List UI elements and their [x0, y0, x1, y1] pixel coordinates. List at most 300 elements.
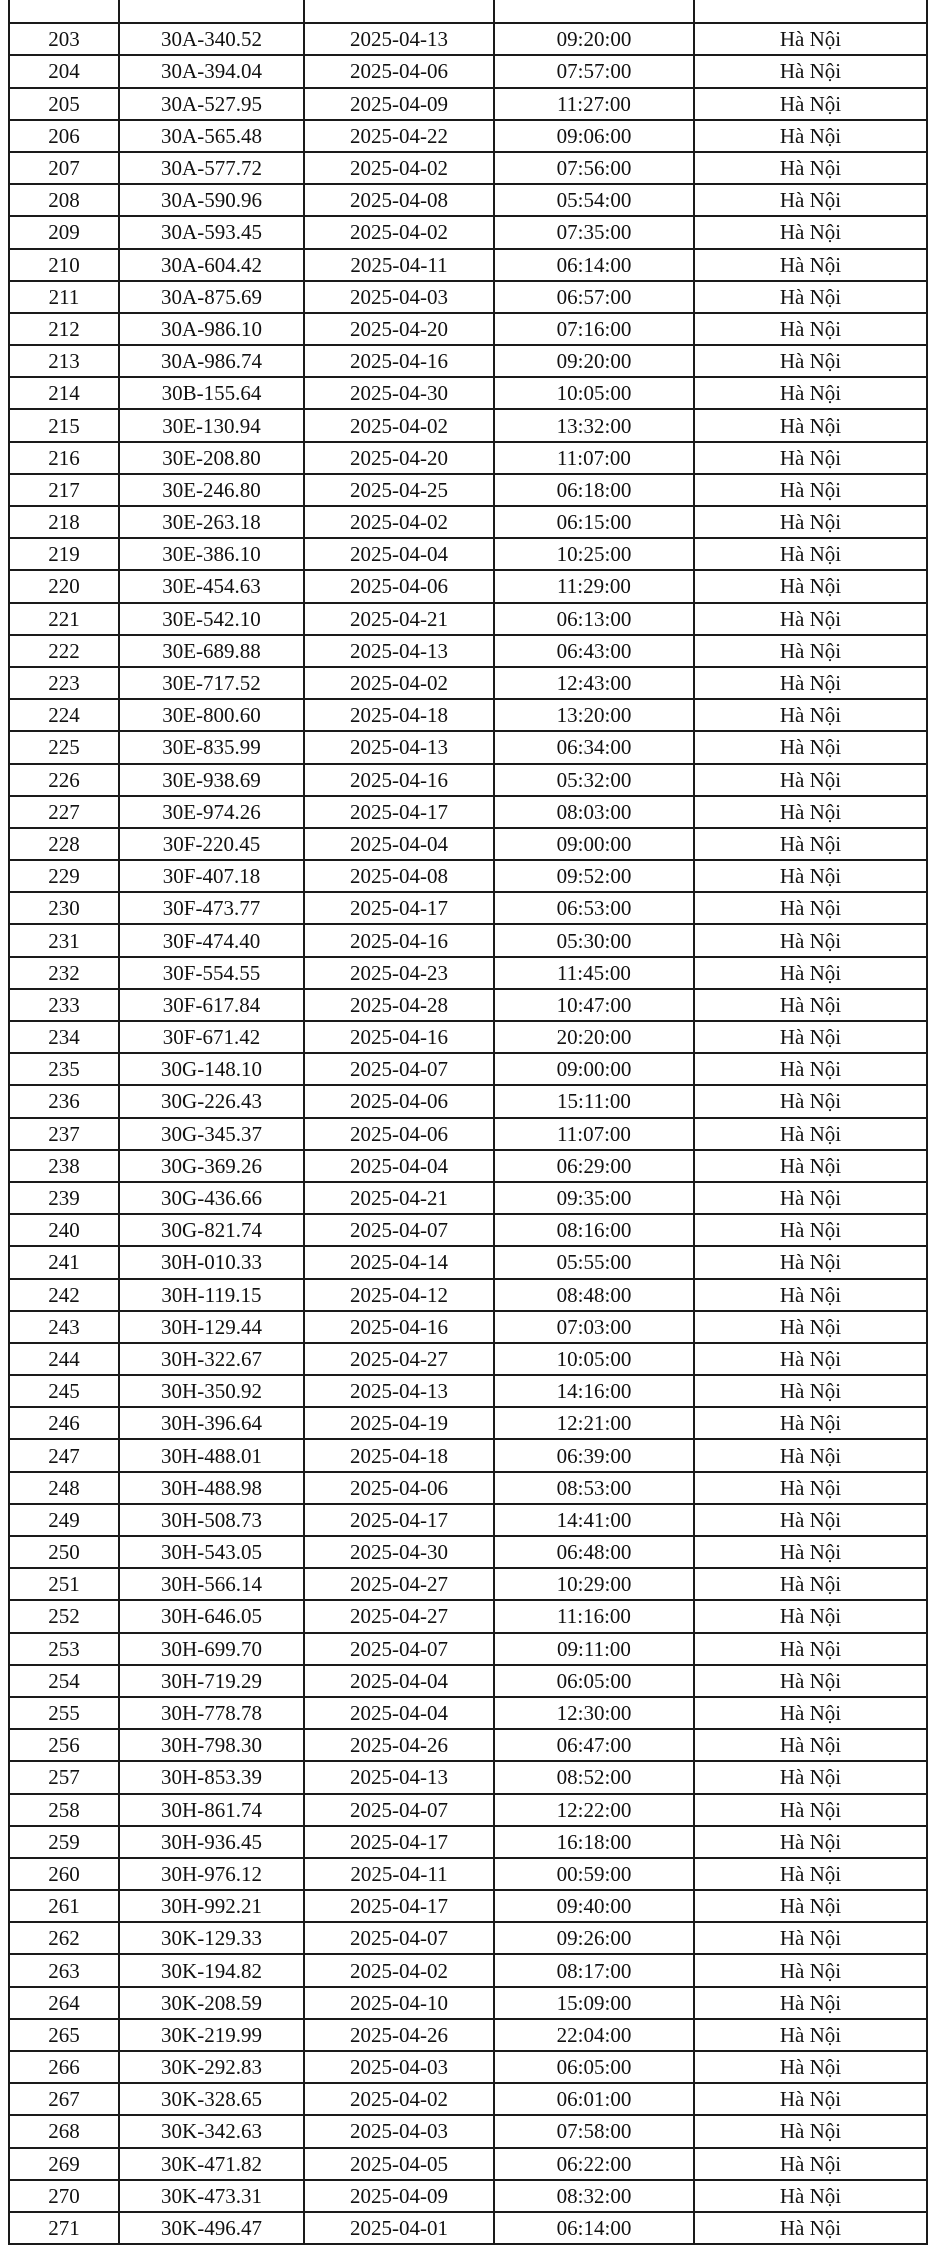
location-cell: Hà Nội — [694, 570, 927, 602]
location-cell: Hà Nội — [694, 860, 927, 892]
license-plate-cell: 30E-386.10 — [119, 538, 304, 570]
date-cell: 2025-04-03 — [304, 2051, 494, 2083]
time-cell: 06:05:00 — [494, 1665, 694, 1697]
license-plate-cell: 30A-604.42 — [119, 249, 304, 281]
row-number-cell: 221 — [9, 603, 119, 635]
date-cell: 2025-04-04 — [304, 538, 494, 570]
table-row — [9, 1085, 927, 1117]
date-cell: 2025-04-30 — [304, 377, 494, 409]
date-cell: 2025-04-10 — [304, 1987, 494, 2019]
date-cell: 2025-04-12 — [304, 1279, 494, 1311]
time-cell: 09:35:00 — [494, 1182, 694, 1214]
location-cell: Hà Nội — [694, 23, 927, 55]
date-cell: 2025-04-17 — [304, 1826, 494, 1858]
row-number-cell: 220 — [9, 570, 119, 602]
location-cell: Hà Nội — [694, 1407, 927, 1439]
table-row — [9, 1697, 927, 1729]
date-cell — [304, 0, 494, 23]
location-cell: Hà Nội — [694, 731, 927, 763]
time-cell: 06:48:00 — [494, 1536, 694, 1568]
date-cell: 2025-04-06 — [304, 55, 494, 87]
location-cell: Hà Nội — [694, 1633, 927, 1665]
license-plate-cell: 30H-861.74 — [119, 1794, 304, 1826]
row-number-cell: 229 — [9, 860, 119, 892]
location-cell: Hà Nội — [694, 538, 927, 570]
row-number-cell: 242 — [9, 1279, 119, 1311]
location-cell: Hà Nội — [694, 796, 927, 828]
date-cell: 2025-04-20 — [304, 313, 494, 345]
table-row — [9, 474, 927, 506]
table-row — [9, 1214, 927, 1246]
table-row — [9, 1858, 927, 1890]
license-plate-cell: 30H-396.64 — [119, 1407, 304, 1439]
row-number-cell: 267 — [9, 2083, 119, 2115]
time-cell: 09:20:00 — [494, 23, 694, 55]
date-cell: 2025-04-27 — [304, 1343, 494, 1375]
row-number-cell: 247 — [9, 1439, 119, 1471]
row-number-cell: 245 — [9, 1375, 119, 1407]
location-cell: Hà Nội — [694, 1311, 927, 1343]
location-cell: Hà Nội — [694, 1375, 927, 1407]
location-cell: Hà Nội — [694, 55, 927, 87]
date-cell: 2025-04-01 — [304, 2212, 494, 2244]
date-cell: 2025-04-11 — [304, 1858, 494, 1890]
table-row — [9, 88, 927, 120]
license-plate-cell: 30F-617.84 — [119, 989, 304, 1021]
table-row — [9, 699, 927, 731]
date-cell: 2025-04-02 — [304, 667, 494, 699]
time-cell: 12:30:00 — [494, 1697, 694, 1729]
row-number-cell: 238 — [9, 1150, 119, 1182]
license-plate-cell: 30E-835.99 — [119, 731, 304, 763]
license-plate-cell: 30H-719.29 — [119, 1665, 304, 1697]
table-row — [9, 1761, 927, 1793]
table-row — [9, 0, 927, 23]
table-row — [9, 409, 927, 441]
location-cell: Hà Nội — [694, 1729, 927, 1761]
row-number-cell: 262 — [9, 1922, 119, 1954]
license-plate-cell: 30H-976.12 — [119, 1858, 304, 1890]
time-cell: 06:22:00 — [494, 2148, 694, 2180]
table-row — [9, 603, 927, 635]
location-cell: Hà Nội — [694, 2180, 927, 2212]
table-row — [9, 1279, 927, 1311]
time-cell: 10:47:00 — [494, 989, 694, 1021]
table-row — [9, 506, 927, 538]
time-cell: 12:43:00 — [494, 667, 694, 699]
location-cell: Hà Nội — [694, 216, 927, 248]
location-cell: Hà Nội — [694, 924, 927, 956]
license-plate-cell: 30G-821.74 — [119, 1214, 304, 1246]
time-cell: 06:29:00 — [494, 1150, 694, 1182]
time-cell: 11:16:00 — [494, 1600, 694, 1632]
date-cell: 2025-04-02 — [304, 2083, 494, 2115]
date-cell: 2025-04-16 — [304, 345, 494, 377]
table-row — [9, 216, 927, 248]
date-cell: 2025-04-02 — [304, 1954, 494, 1986]
location-cell: Hà Nội — [694, 1182, 927, 1214]
date-cell: 2025-04-07 — [304, 1633, 494, 1665]
license-plate-cell: 30G-436.66 — [119, 1182, 304, 1214]
row-number-cell: 216 — [9, 442, 119, 474]
license-plate-cell: 30A-340.52 — [119, 23, 304, 55]
license-plate-cell: 30A-986.10 — [119, 313, 304, 345]
time-cell: 08:32:00 — [494, 2180, 694, 2212]
license-plate-cell: 30K-194.82 — [119, 1954, 304, 1986]
location-cell: Hà Nội — [694, 1826, 927, 1858]
location-cell: Hà Nội — [694, 667, 927, 699]
location-cell: Hà Nội — [694, 828, 927, 860]
time-cell: 06:34:00 — [494, 731, 694, 763]
location-cell: Hà Nội — [694, 603, 927, 635]
date-cell: 2025-04-06 — [304, 1085, 494, 1117]
date-cell: 2025-04-13 — [304, 1375, 494, 1407]
table-row — [9, 1794, 927, 1826]
row-number-cell: 231 — [9, 924, 119, 956]
time-cell: 06:53:00 — [494, 892, 694, 924]
row-number-cell: 259 — [9, 1826, 119, 1858]
row-number-cell: 263 — [9, 1954, 119, 1986]
date-cell: 2025-04-07 — [304, 1214, 494, 1246]
location-cell: Hà Nội — [694, 1279, 927, 1311]
date-cell: 2025-04-04 — [304, 1697, 494, 1729]
row-number-cell: 208 — [9, 184, 119, 216]
time-cell: 05:54:00 — [494, 184, 694, 216]
row-number-cell: 205 — [9, 88, 119, 120]
time-cell: 06:43:00 — [494, 635, 694, 667]
date-cell: 2025-04-19 — [304, 1407, 494, 1439]
date-cell: 2025-04-16 — [304, 924, 494, 956]
row-number-cell: 237 — [9, 1118, 119, 1150]
license-plate-cell: 30H-129.44 — [119, 1311, 304, 1343]
location-cell: Hà Nội — [694, 1761, 927, 1793]
table-row — [9, 2148, 927, 2180]
location-cell: Hà Nội — [694, 88, 927, 120]
date-cell: 2025-04-07 — [304, 1053, 494, 1085]
time-cell: 08:53:00 — [494, 1472, 694, 1504]
table-row — [9, 796, 927, 828]
time-cell: 08:03:00 — [494, 796, 694, 828]
location-cell: Hà Nội — [694, 1600, 927, 1632]
location-cell: Hà Nội — [694, 1021, 927, 1053]
time-cell: 07:03:00 — [494, 1311, 694, 1343]
date-cell: 2025-04-08 — [304, 860, 494, 892]
table-row — [9, 1150, 927, 1182]
row-number-cell: 249 — [9, 1504, 119, 1536]
time-cell: 06:13:00 — [494, 603, 694, 635]
row-number-cell: 253 — [9, 1633, 119, 1665]
location-cell: Hà Nội — [694, 892, 927, 924]
row-number-cell: 215 — [9, 409, 119, 441]
row-number-cell: 222 — [9, 635, 119, 667]
row-number-cell: 252 — [9, 1600, 119, 1632]
row-number-cell: 224 — [9, 699, 119, 731]
license-plate-cell: 30B-155.64 — [119, 377, 304, 409]
time-cell: 06:57:00 — [494, 281, 694, 313]
location-cell: Hà Nội — [694, 1858, 927, 1890]
table-row — [9, 1246, 927, 1278]
date-cell: 2025-04-16 — [304, 1021, 494, 1053]
date-cell: 2025-04-30 — [304, 1536, 494, 1568]
row-number-cell: 255 — [9, 1697, 119, 1729]
license-plate-cell: 30E-246.80 — [119, 474, 304, 506]
date-cell: 2025-04-13 — [304, 23, 494, 55]
license-plate-cell: 30K-328.65 — [119, 2083, 304, 2115]
row-number-cell: 207 — [9, 152, 119, 184]
row-number-cell: 246 — [9, 1407, 119, 1439]
date-cell: 2025-04-26 — [304, 1729, 494, 1761]
date-cell: 2025-04-27 — [304, 1568, 494, 1600]
time-cell: 11:45:00 — [494, 957, 694, 989]
license-plate-cell: 30H-350.92 — [119, 1375, 304, 1407]
row-number-cell: 254 — [9, 1665, 119, 1697]
location-cell: Hà Nội — [694, 2019, 927, 2051]
table-row — [9, 377, 927, 409]
row-number-cell: 232 — [9, 957, 119, 989]
date-cell: 2025-04-22 — [304, 120, 494, 152]
license-plate-cell: 30H-778.78 — [119, 1697, 304, 1729]
row-number-cell: 227 — [9, 796, 119, 828]
location-cell: Hà Nội — [694, 1118, 927, 1150]
license-plate-cell: 30A-875.69 — [119, 281, 304, 313]
row-number-cell: 219 — [9, 538, 119, 570]
date-cell: 2025-04-03 — [304, 281, 494, 313]
license-plate-cell: 30F-220.45 — [119, 828, 304, 860]
row-number-cell: 265 — [9, 2019, 119, 2051]
license-plate-cell: 30G-345.37 — [119, 1118, 304, 1150]
license-plate-cell: 30G-148.10 — [119, 1053, 304, 1085]
table-row — [9, 538, 927, 570]
date-cell: 2025-04-04 — [304, 828, 494, 860]
date-cell: 2025-04-05 — [304, 2148, 494, 2180]
date-cell: 2025-04-02 — [304, 216, 494, 248]
license-plate-cell: 30F-554.55 — [119, 957, 304, 989]
location-cell: Hà Nội — [694, 1053, 927, 1085]
location-cell: Hà Nội — [694, 1794, 927, 1826]
row-number-cell: 223 — [9, 667, 119, 699]
license-plate-cell: 30A-986.74 — [119, 345, 304, 377]
time-cell: 13:20:00 — [494, 699, 694, 731]
row-number-cell: 239 — [9, 1182, 119, 1214]
row-number-cell: 209 — [9, 216, 119, 248]
location-cell: Hà Nội — [694, 1697, 927, 1729]
license-plate-cell: 30H-566.14 — [119, 1568, 304, 1600]
table-row — [9, 1053, 927, 1085]
row-number-cell: 212 — [9, 313, 119, 345]
date-cell: 2025-04-04 — [304, 1665, 494, 1697]
license-plate-cell: 30F-671.42 — [119, 1021, 304, 1053]
time-cell: 10:25:00 — [494, 538, 694, 570]
row-number-cell: 244 — [9, 1343, 119, 1375]
row-number-cell: 230 — [9, 892, 119, 924]
location-cell: Hà Nội — [694, 1890, 927, 1922]
time-cell: 10:05:00 — [494, 1343, 694, 1375]
license-plate-cell: 30H-936.45 — [119, 1826, 304, 1858]
row-number-cell: 235 — [9, 1053, 119, 1085]
date-cell: 2025-04-13 — [304, 731, 494, 763]
row-number-cell: 268 — [9, 2115, 119, 2147]
date-cell: 2025-04-16 — [304, 764, 494, 796]
license-plate-cell: 30H-010.33 — [119, 1246, 304, 1278]
row-number-cell: 214 — [9, 377, 119, 409]
license-plate-cell: 30H-992.21 — [119, 1890, 304, 1922]
table-row — [9, 313, 927, 345]
row-number-cell: 243 — [9, 1311, 119, 1343]
time-cell: 07:58:00 — [494, 2115, 694, 2147]
location-cell: Hà Nội — [694, 1987, 927, 2019]
date-cell: 2025-04-17 — [304, 1890, 494, 1922]
row-number-cell: 211 — [9, 281, 119, 313]
table-row — [9, 1922, 927, 1954]
table-row — [9, 1182, 927, 1214]
row-number-cell — [9, 0, 119, 23]
time-cell: 12:22:00 — [494, 1794, 694, 1826]
license-plate-cell: 30H-508.73 — [119, 1504, 304, 1536]
time-cell: 15:11:00 — [494, 1085, 694, 1117]
date-cell: 2025-04-25 — [304, 474, 494, 506]
license-plate-cell: 30F-407.18 — [119, 860, 304, 892]
table-row — [9, 989, 927, 1021]
table-row — [9, 860, 927, 892]
license-plate-cell: 30K-219.99 — [119, 2019, 304, 2051]
time-cell: 08:17:00 — [494, 1954, 694, 1986]
time-cell: 13:32:00 — [494, 409, 694, 441]
location-cell: Hà Nội — [694, 1536, 927, 1568]
time-cell: 16:18:00 — [494, 1826, 694, 1858]
table-row — [9, 281, 927, 313]
time-cell: 06:15:00 — [494, 506, 694, 538]
table-row — [9, 2115, 927, 2147]
table-row — [9, 892, 927, 924]
time-cell: 07:16:00 — [494, 313, 694, 345]
vehicle-violation-table — [8, 0, 928, 2245]
date-cell: 2025-04-06 — [304, 1472, 494, 1504]
time-cell: 22:04:00 — [494, 2019, 694, 2051]
row-number-cell: 213 — [9, 345, 119, 377]
location-cell: Hà Nội — [694, 313, 927, 345]
table-row — [9, 1890, 927, 1922]
table-row — [9, 1568, 927, 1600]
row-number-cell: 248 — [9, 1472, 119, 1504]
date-cell: 2025-04-13 — [304, 1761, 494, 1793]
row-number-cell: 204 — [9, 55, 119, 87]
license-plate-cell: 30F-473.77 — [119, 892, 304, 924]
table-row — [9, 1600, 927, 1632]
date-cell: 2025-04-09 — [304, 2180, 494, 2212]
date-cell: 2025-04-06 — [304, 570, 494, 602]
time-cell: 08:16:00 — [494, 1214, 694, 1246]
location-cell: Hà Nội — [694, 1150, 927, 1182]
table-row — [9, 1987, 927, 2019]
license-plate-cell: 30H-646.05 — [119, 1600, 304, 1632]
date-cell: 2025-04-17 — [304, 796, 494, 828]
table-row — [9, 828, 927, 860]
location-cell: Hà Nội — [694, 1922, 927, 1954]
date-cell: 2025-04-09 — [304, 88, 494, 120]
table-row — [9, 2083, 927, 2115]
time-cell: 09:20:00 — [494, 345, 694, 377]
license-plate-cell: 30E-542.10 — [119, 603, 304, 635]
time-cell: 07:57:00 — [494, 55, 694, 87]
date-cell: 2025-04-02 — [304, 409, 494, 441]
location-cell: Hà Nội — [694, 184, 927, 216]
time-cell: 00:59:00 — [494, 1858, 694, 1890]
row-number-cell: 266 — [9, 2051, 119, 2083]
time-cell: 06:39:00 — [494, 1439, 694, 1471]
license-plate-cell: 30H-853.39 — [119, 1761, 304, 1793]
table-row — [9, 1954, 927, 1986]
license-plate-cell: 30E-263.18 — [119, 506, 304, 538]
date-cell: 2025-04-20 — [304, 442, 494, 474]
location-cell: Hà Nội — [694, 1954, 927, 1986]
license-plate-cell: 30K-496.47 — [119, 2212, 304, 2244]
table-row — [9, 1633, 927, 1665]
location-cell: Hà Nội — [694, 957, 927, 989]
time-cell — [494, 0, 694, 23]
license-plate-cell: 30K-342.63 — [119, 2115, 304, 2147]
location-cell: Hà Nội — [694, 2212, 927, 2244]
date-cell: 2025-04-02 — [304, 152, 494, 184]
license-plate-cell — [119, 0, 304, 23]
date-cell: 2025-04-23 — [304, 957, 494, 989]
location-cell: Hà Nội — [694, 120, 927, 152]
date-cell: 2025-04-21 — [304, 603, 494, 635]
time-cell: 08:48:00 — [494, 1279, 694, 1311]
row-number-cell: 226 — [9, 764, 119, 796]
license-plate-cell: 30E-130.94 — [119, 409, 304, 441]
location-cell: Hà Nội — [694, 2148, 927, 2180]
license-plate-cell: 30H-488.98 — [119, 1472, 304, 1504]
date-cell: 2025-04-18 — [304, 1439, 494, 1471]
table-row — [9, 957, 927, 989]
date-cell: 2025-04-18 — [304, 699, 494, 731]
row-number-cell: 234 — [9, 1021, 119, 1053]
table-row — [9, 55, 927, 87]
location-cell: Hà Nội — [694, 249, 927, 281]
row-number-cell: 264 — [9, 1987, 119, 2019]
time-cell: 06:14:00 — [494, 2212, 694, 2244]
date-cell: 2025-04-28 — [304, 989, 494, 1021]
table-row — [9, 1665, 927, 1697]
license-plate-cell: 30G-226.43 — [119, 1085, 304, 1117]
time-cell: 09:52:00 — [494, 860, 694, 892]
time-cell: 09:40:00 — [494, 1890, 694, 1922]
license-plate-cell: 30H-119.15 — [119, 1279, 304, 1311]
license-plate-cell: 30A-394.04 — [119, 55, 304, 87]
date-cell: 2025-04-07 — [304, 1794, 494, 1826]
location-cell: Hà Nội — [694, 2083, 927, 2115]
time-cell: 11:07:00 — [494, 1118, 694, 1150]
license-plate-cell: 30K-129.33 — [119, 1922, 304, 1954]
date-cell: 2025-04-17 — [304, 892, 494, 924]
row-number-cell: 228 — [9, 828, 119, 860]
license-plate-cell: 30K-471.82 — [119, 2148, 304, 2180]
row-number-cell: 218 — [9, 506, 119, 538]
table-row — [9, 1021, 927, 1053]
license-plate-cell: 30K-473.31 — [119, 2180, 304, 2212]
date-cell: 2025-04-16 — [304, 1311, 494, 1343]
table-row — [9, 2051, 927, 2083]
location-cell: Hà Nội — [694, 442, 927, 474]
time-cell: 09:00:00 — [494, 1053, 694, 1085]
date-cell: 2025-04-14 — [304, 1246, 494, 1278]
date-cell: 2025-04-13 — [304, 635, 494, 667]
time-cell: 14:41:00 — [494, 1504, 694, 1536]
location-cell: Hà Nội — [694, 1343, 927, 1375]
table-row — [9, 442, 927, 474]
location-cell: Hà Nội — [694, 2115, 927, 2147]
license-plate-cell: 30A-590.96 — [119, 184, 304, 216]
